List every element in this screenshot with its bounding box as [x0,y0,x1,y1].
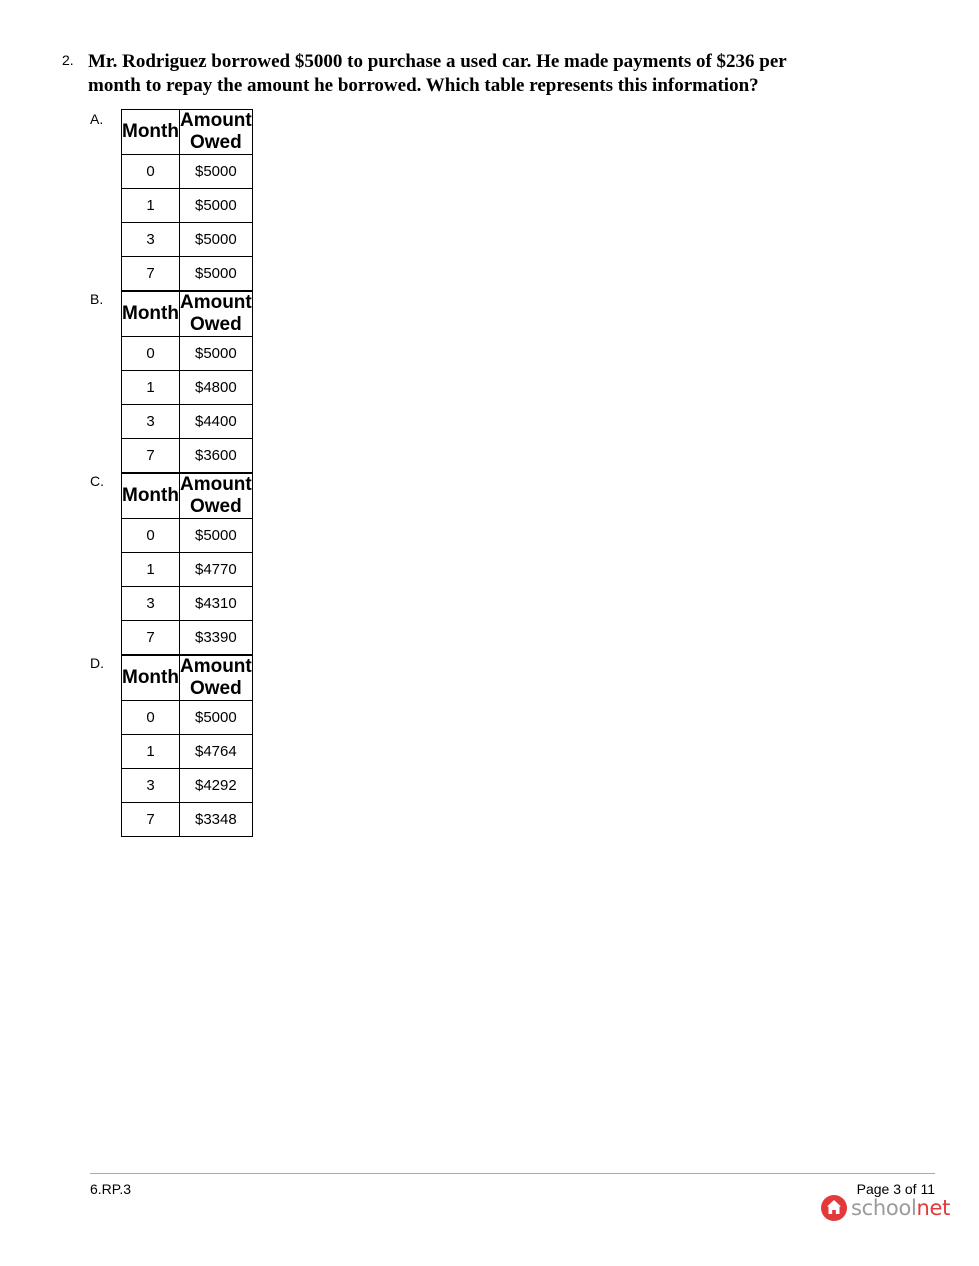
table-header-row [122,292,253,337]
answer-table [121,655,253,837]
header-amount-owed: Amount Owed [179,110,252,153]
amount-cell: $5000 [179,155,252,189]
month-cell: 7 [122,803,180,837]
month-cell: 0 [122,701,180,735]
question-text: Mr. Rodriguez borrowed $5000 to purchase a used car. He made payments of $236 per month to repay the amount he borrowed. Which table represents this information? [88,51,787,96]
amount-cell: $4310 [179,587,252,621]
month-cell: 7 [122,257,180,291]
table-row [122,439,253,473]
amount-cell: $4770 [179,553,252,587]
header-month: Month [122,656,180,701]
page-number: Page 3 of 11 [856,1181,935,1197]
table-row [122,223,253,257]
table-row [122,621,253,655]
table-row [122,769,253,803]
amount-cell: $4764 [179,735,252,769]
table-row [122,371,253,405]
table-row [122,257,253,291]
month-cell: 0 [122,519,180,553]
table-row [122,519,253,553]
month-cell: 1 [122,553,180,587]
amount-cell: $4292 [179,769,252,803]
header-amount-owed: Amount Owed [179,656,252,699]
answer-table [121,109,253,291]
footer-divider [90,1173,935,1174]
table-row [122,155,253,189]
standard-code: 6.RP.3 [90,1181,131,1197]
header-amount-owed: Amount Owed [179,292,252,335]
amount-cell: $4400 [179,405,252,439]
month-cell: 1 [122,371,180,405]
amount-cell: $3390 [179,621,252,655]
month-cell: 3 [122,405,180,439]
option-letter: C. [90,473,104,489]
logo-text-net: net [916,1196,951,1220]
table-header-row [122,656,253,701]
amount-cell: $5000 [179,189,252,223]
table-row [122,189,253,223]
header-month: Month [122,474,180,519]
header-month: Month [122,292,180,337]
table-row [122,735,253,769]
amount-cell: $5000 [179,337,252,371]
amount-cell: $5000 [179,257,252,291]
table-row [122,337,253,371]
month-cell: 3 [122,769,180,803]
amount-cell: $3348 [179,803,252,837]
table-row [122,701,253,735]
month-cell: 7 [122,621,180,655]
table-row [122,405,253,439]
amount-cell: $3600 [179,439,252,473]
month-cell: 7 [122,439,180,473]
month-cell: 1 [122,189,180,223]
option-letter: B. [90,291,104,307]
table-row [122,553,253,587]
answer-table [121,291,253,473]
table-header-row [122,474,253,519]
table-row [122,587,253,621]
month-cell: 3 [122,223,180,257]
logo-wordmark [851,1196,950,1220]
answer-table [121,473,253,655]
month-cell: 0 [122,155,180,189]
amount-cell: $5000 [179,701,252,735]
header-amount-owed: Amount Owed [179,474,252,517]
table-header-row [122,110,253,155]
amount-cell: $4800 [179,371,252,405]
schoolnet-logo [820,1194,950,1222]
house-icon [820,1194,848,1222]
month-cell: 0 [122,337,180,371]
option-letter: A. [90,111,104,127]
amount-cell: $5000 [179,223,252,257]
month-cell: 3 [122,587,180,621]
question-number: 2. [62,52,74,68]
table-row [122,803,253,837]
header-month: Month [122,110,180,155]
amount-cell: $5000 [179,519,252,553]
option-letter: D. [90,655,104,671]
logo-text-school: school [851,1196,917,1220]
month-cell: 1 [122,735,180,769]
